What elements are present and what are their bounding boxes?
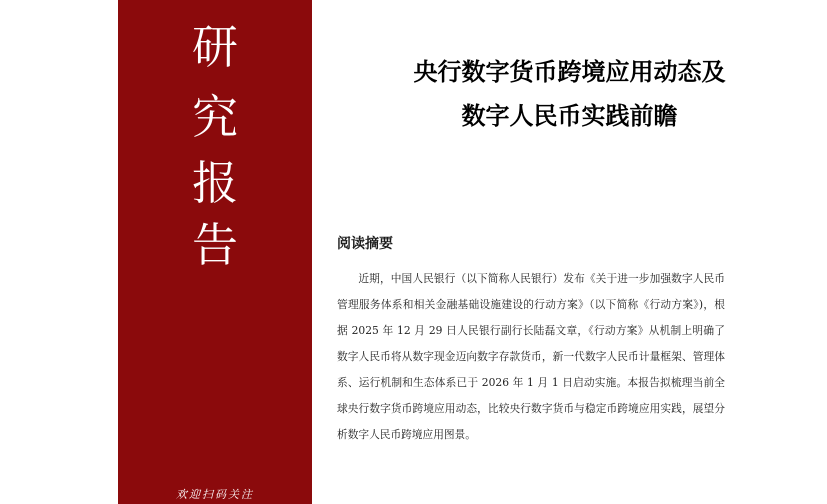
sidebar-label-char-3: 报 — [192, 156, 238, 210]
report-title-line-1: 央行数字货币跨境应用动态及 — [413, 58, 726, 86]
report-title-line-2: 数字人民币实践前瞻 — [461, 102, 678, 130]
sidebar-label-char-2: 究 — [192, 90, 238, 144]
sidebar-label-char-1: 研 — [192, 20, 238, 74]
abstract-body: 近期，中国人民银行（以下简称人民银行）发布《关于进一步加强数字人民币管理服务体系和相关金融基础设施建设的行动方案》（以下简称《行动方案》)，根据 2025 年 12 月 29 日人民银行副行长陆磊文章，《行动方案》从机制上明确了数字人民币将从数字现金迈向数字存款货币，新一代数字人民币计量框架、管理体系、运行机制和生态体系已于 2026 年 1 月 1 日启动实施。本报告拟梳理当前全球央行数字货币跨境应用动态，比较央行数字货币与稳定币跨境应用实践，展望分析数字人民币跨境应用图景。 — [337, 272, 725, 441]
sidebar-label-char-4: 告 — [192, 218, 238, 272]
sidebar-footer-note: 欢迎扫码关注 — [176, 488, 254, 501]
abstract-heading: 阅读摘要 — [337, 236, 393, 252]
report-sidebar — [118, 0, 312, 504]
